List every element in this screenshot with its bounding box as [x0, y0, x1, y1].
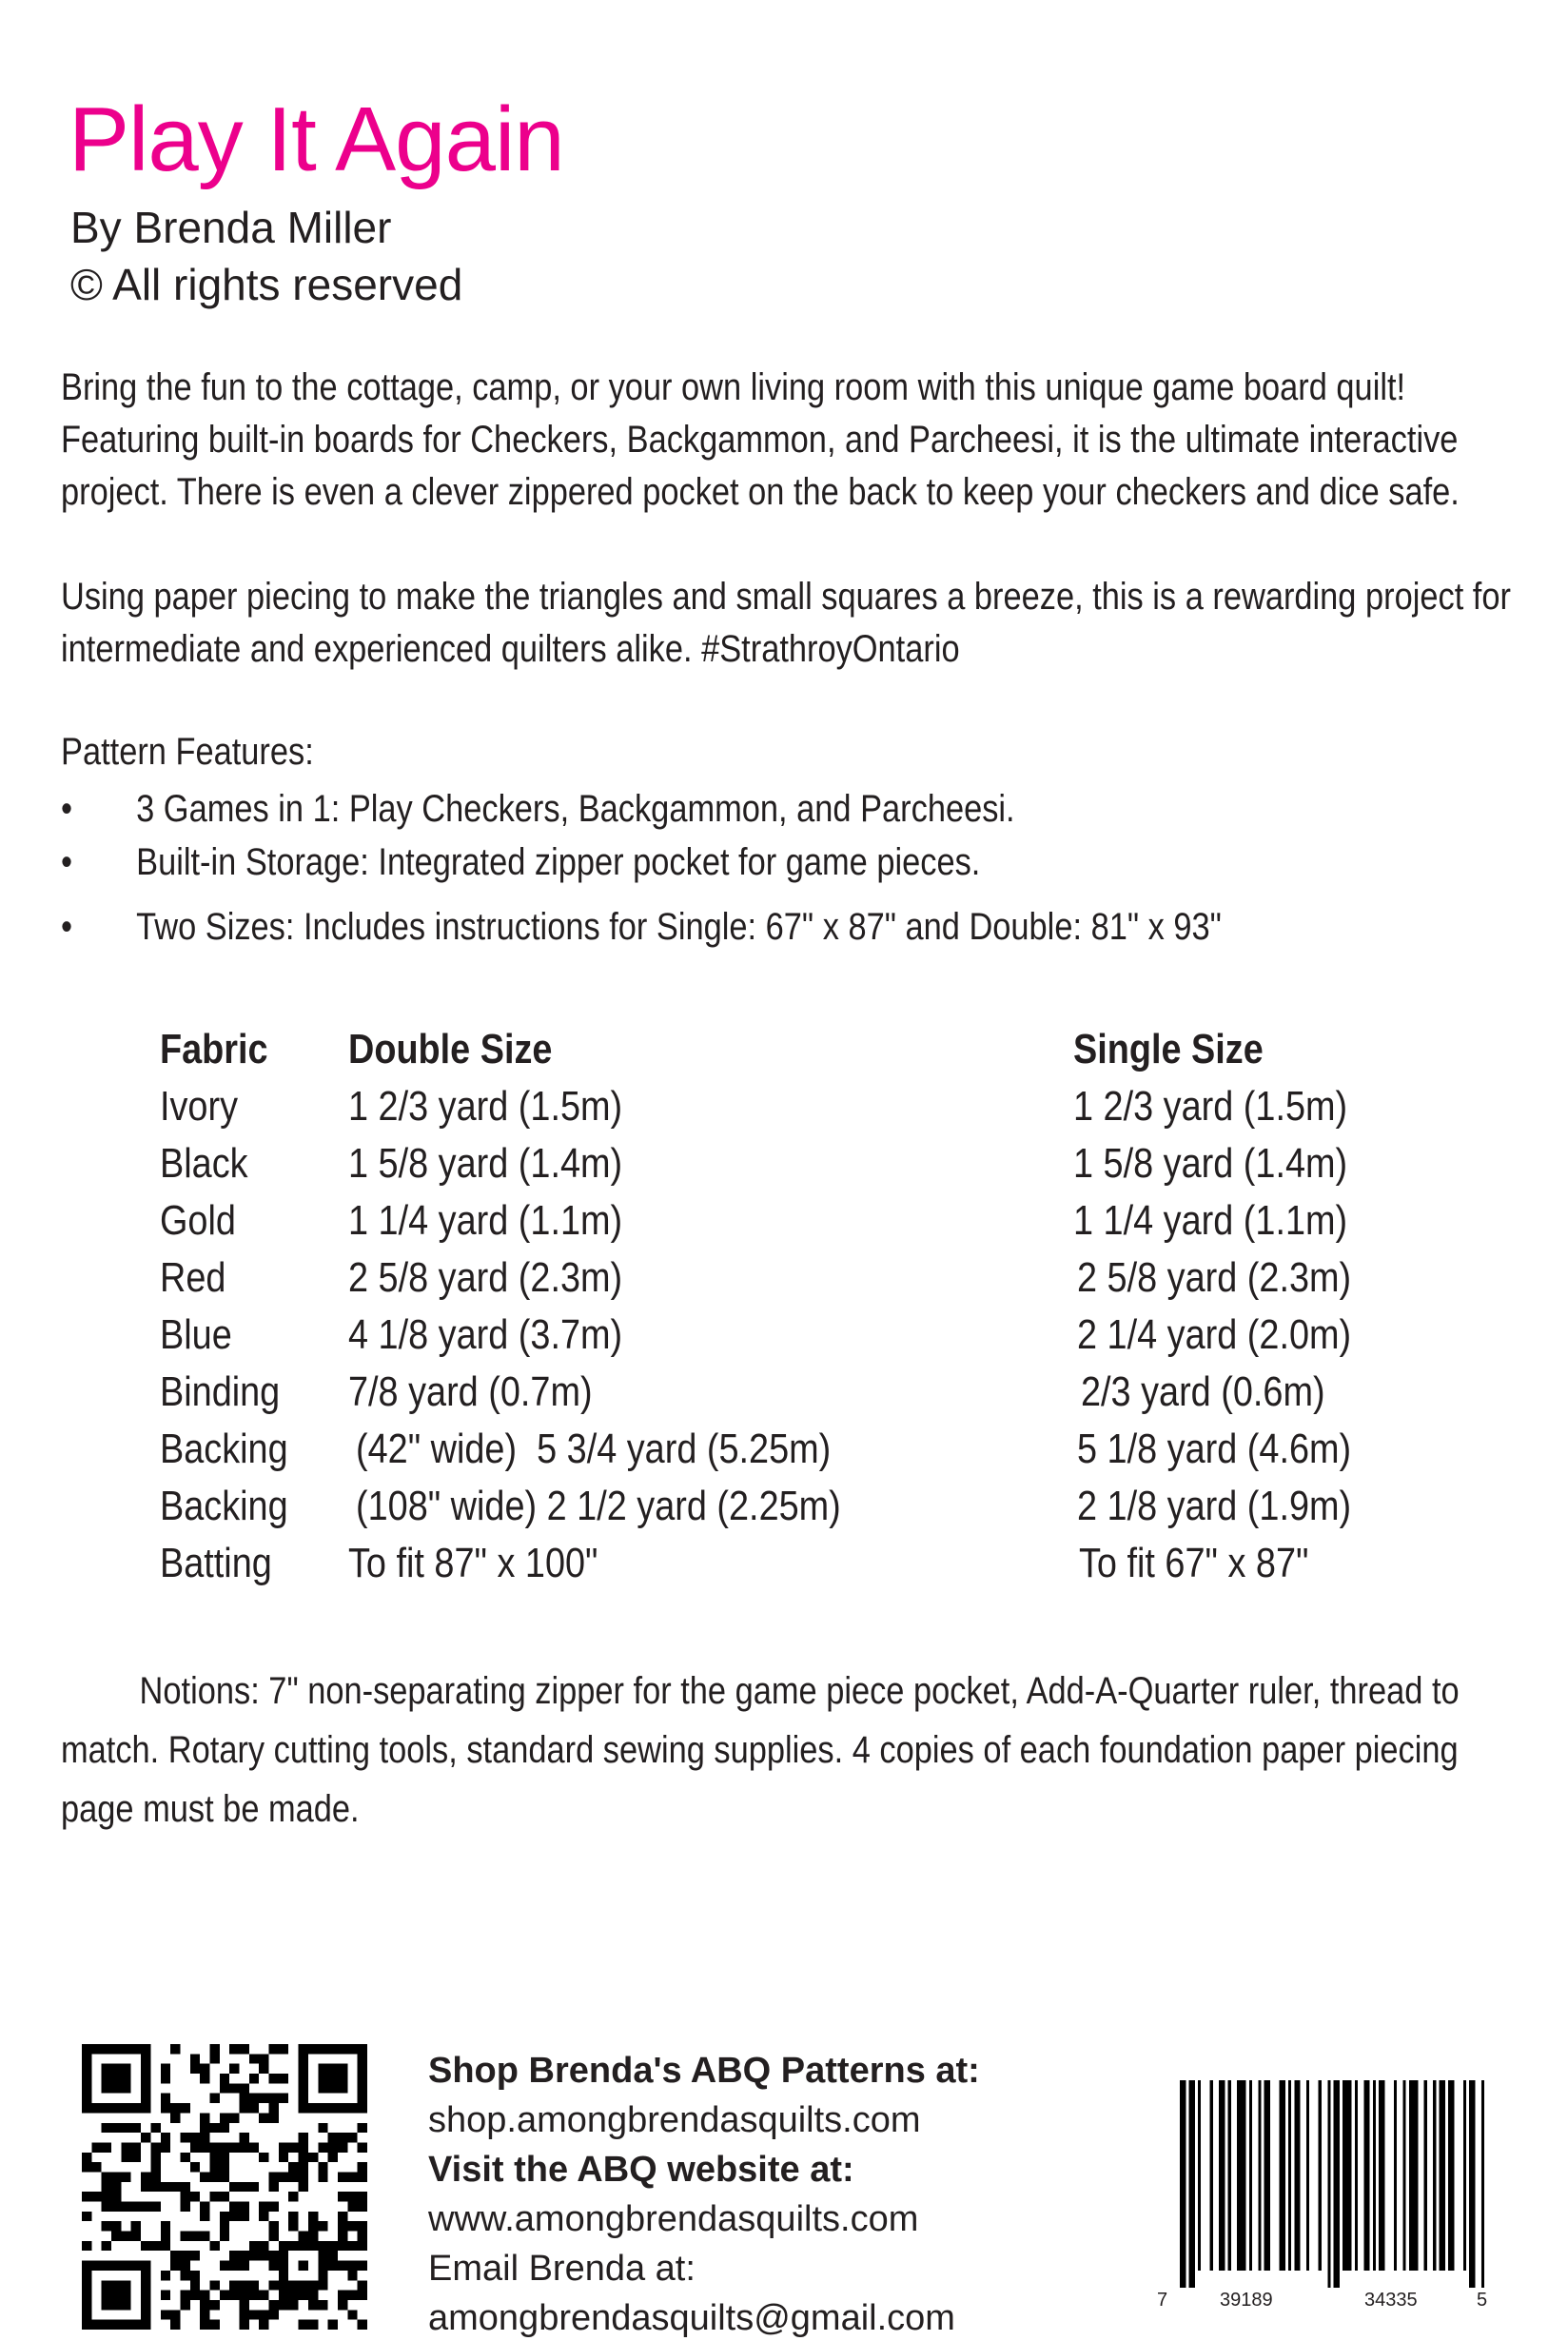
fabric-name: Backing	[160, 1483, 288, 1529]
shop-url-link[interactable]: shop.amongbrendasquilts.com	[428, 2100, 921, 2140]
bullet-icon: •	[61, 906, 73, 948]
email-link[interactable]: amongbrendasquilts@gmail.com	[428, 2298, 955, 2338]
single-amount: 1 2/3 yard (1.5m)	[1073, 1083, 1348, 1130]
website-heading: Visit the ABQ website at:	[428, 2150, 854, 2190]
fabric-name: Ivory	[160, 1083, 239, 1130]
author-line: By Brenda Miller	[70, 203, 392, 252]
features-heading: Pattern Features:	[61, 731, 314, 773]
barcode	[1157, 2080, 1503, 2312]
fabric-name: Batting	[160, 1540, 272, 1586]
double-amount: 1 5/8 yard (1.4m)	[348, 1140, 623, 1187]
barcode-icon	[1161, 2080, 1503, 2288]
double-amount: (108" wide) 2 1/2 yard (2.25m)	[356, 1483, 841, 1529]
barcode-digit: 5	[1477, 2290, 1488, 2311]
copyright-line: © All rights reserved	[70, 260, 463, 309]
single-amount: 2 1/4 yard (2.0m)	[1077, 1311, 1352, 1358]
single-amount: 2 1/8 yard (1.9m)	[1077, 1483, 1352, 1529]
email-heading: Email Brenda at:	[428, 2249, 696, 2289]
feature-text: Built-in Storage: Integrated zipper pocket for game pieces.	[136, 841, 981, 883]
double-amount: 4 1/8 yard (3.7m)	[348, 1311, 623, 1358]
single-amount: 1 1/4 yard (1.1m)	[1073, 1197, 1348, 1244]
feature-item	[61, 788, 1015, 831]
qr-code-icon[interactable]	[82, 2044, 367, 2330]
feature-item	[61, 906, 1222, 949]
bullet-icon: •	[61, 841, 73, 883]
double-amount: (42" wide) 5 3/4 yard (5.25m)	[356, 1426, 832, 1472]
single-amount: 1 5/8 yard (1.4m)	[1073, 1140, 1348, 1187]
single-amount: 5 1/8 yard (4.6m)	[1077, 1426, 1352, 1472]
header-single-size: Single Size	[1073, 1026, 1264, 1072]
barcode-digit: 39189	[1220, 2290, 1273, 2311]
feature-text: Two Sizes: Includes instructions for Single: 67" x 87" and Double: 81" x 93"	[136, 906, 1222, 948]
fabric-name: Blue	[160, 1311, 232, 1358]
double-amount: 2 5/8 yard (2.3m)	[348, 1254, 623, 1301]
double-amount: 1 1/4 yard (1.1m)	[348, 1197, 623, 1244]
description-paragraph-2: Using paper piecing to make the triangles and small squares a breeze, this is a rewarding project for intermediate and experienced quilters alike. #StrathroyOntario	[61, 576, 1511, 670]
barcode-digit: 7	[1157, 2290, 1168, 2311]
shop-heading: Shop Brenda's ABQ Patterns at:	[428, 2051, 980, 2091]
fabric-name: Backing	[160, 1426, 288, 1472]
bullet-icon: •	[61, 788, 73, 830]
pattern-title: Play It Again	[69, 89, 564, 190]
barcode-digit: 34335	[1364, 2290, 1418, 2311]
single-amount: To fit 67" x 87"	[1079, 1540, 1309, 1586]
fabric-name: Gold	[160, 1197, 236, 1244]
double-amount: To fit 87" x 100"	[348, 1540, 598, 1586]
fabric-name: Red	[160, 1254, 226, 1301]
description-paragraph: Bring the fun to the cottage, camp, or your own living room with this unique game board quilt! Featuring built-in boards for Checkers, Backgammon, and Parcheesi, it is the ultimate interactive project. There is even a clever zippered pocket on the back to keep your checkers and dice safe.	[61, 366, 1460, 513]
fabric-name: Binding	[160, 1368, 281, 1415]
double-amount: 7/8 yard (0.7m)	[348, 1368, 593, 1415]
fabric-name: Black	[160, 1140, 248, 1187]
shop-info	[428, 2046, 980, 2341]
feature-text: 3 Games in 1: Play Checkers, Backgammon, and Parcheesi.	[136, 788, 1015, 830]
feature-item	[61, 841, 980, 884]
notions-paragraph: Notions: 7" non-separating zipper for the game piece pocket, Add-A-Quarter ruler, thread to match. Rotary cutting tools, standard sewing supplies. 4 copies of each foundation paper piecing page must be made.	[61, 1670, 1460, 1830]
single-amount: 2/3 yard (0.6m)	[1081, 1368, 1325, 1415]
header-double-size: Double Size	[348, 1026, 553, 1072]
website-url-link[interactable]: www.amongbrendasquilts.com	[428, 2199, 919, 2239]
double-amount: 1 2/3 yard (1.5m)	[348, 1083, 623, 1130]
single-amount: 2 5/8 yard (2.3m)	[1077, 1254, 1352, 1301]
header-fabric: Fabric	[160, 1026, 268, 1072]
